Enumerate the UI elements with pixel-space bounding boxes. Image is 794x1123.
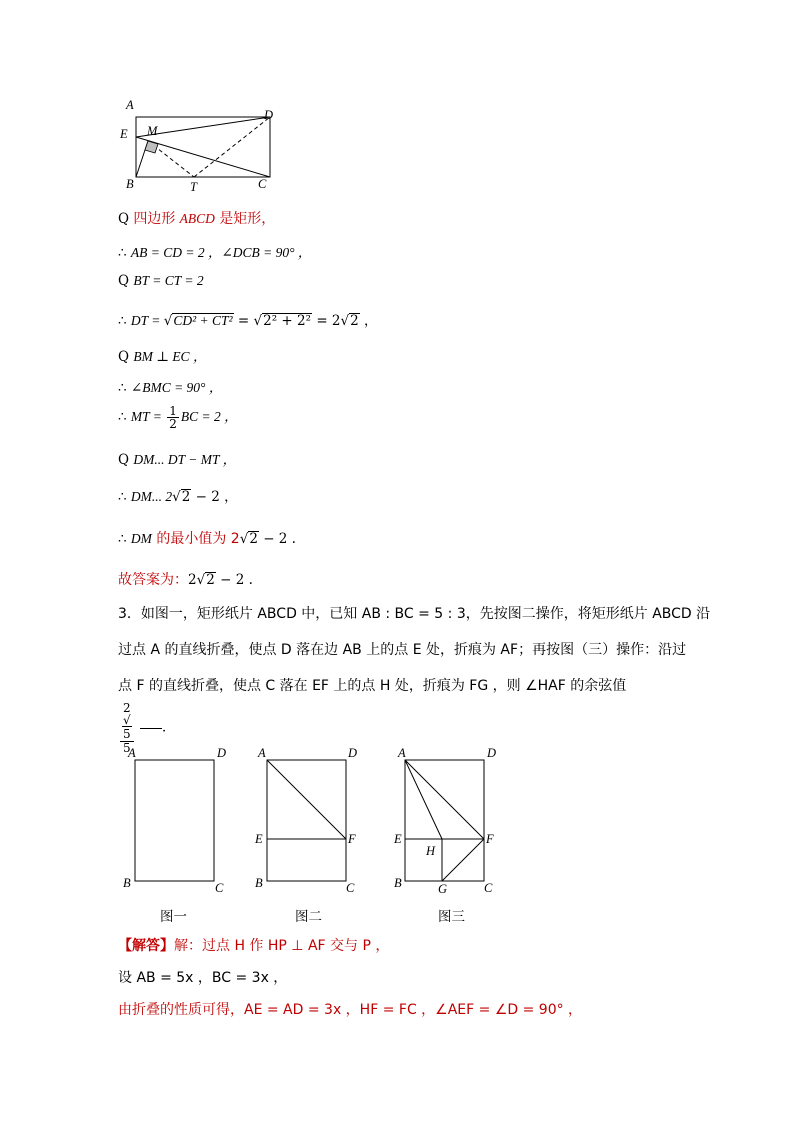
fig-c-label-e: E	[394, 832, 402, 846]
fig-b-label-b: B	[255, 876, 263, 890]
solution-line-10: ∴ DM 的最小值为 2√2 − 2 .	[118, 531, 296, 547]
problem3-line-3: 点 F 的直线折叠，使点 C 落在 EF 上的点 H 处，折痕为 FG ，则 ∠HAF 的余弦值	[118, 678, 627, 694]
rect-abcd-fig1	[135, 760, 214, 881]
solution-line-1: Q 四边形 ABCD 是矩形，	[118, 211, 276, 227]
solution-line-9: ∴ DM... 2√2 − 2 ，	[118, 489, 238, 505]
crease-af	[405, 760, 484, 839]
crease-fg	[442, 839, 484, 881]
solution-line-8: Q DM... DT − MT ，	[118, 452, 237, 468]
caption-fig3: 图三	[438, 909, 465, 925]
figure-fold-3	[390, 745, 510, 895]
rect-abcd-fig3	[405, 760, 484, 881]
solution-line-4: ∴ DT = √CD² + CT² = √2² + 2² = 2√2 ，	[118, 313, 378, 329]
crease-af	[267, 760, 346, 839]
caption-fig1: 图一	[160, 909, 187, 925]
label-m: M	[147, 124, 158, 138]
solution-line-7: ∴ MT = $\frac{1}{2}$ BC = 2 ，	[118, 404, 238, 431]
label-a: A	[126, 98, 134, 112]
fig-b-label-f: F	[348, 832, 356, 846]
label-c: C	[258, 177, 267, 191]
problem3-line-2: 过点 A 的直线折叠，使点 D 落在边 AB 上的点 E 处，折痕为 AF；再按图（三）操作：沿过	[118, 642, 687, 658]
fig-b-label-d: D	[348, 746, 358, 760]
label-t: T	[190, 180, 197, 194]
label-d: D	[264, 108, 274, 122]
caption-fig2: 图二	[295, 909, 322, 925]
fig-c-label-b: B	[394, 876, 402, 890]
segment-ah	[405, 760, 442, 839]
solution-line-5: Q BM ⊥ EC ，	[118, 349, 207, 365]
fig-c-label-d: D	[487, 746, 497, 760]
fig-c-label-a: A	[398, 746, 406, 760]
fraction-one-half: $\frac{1}{2}$	[169, 404, 177, 431]
segment-ec	[136, 137, 270, 177]
fig-b-label-c: C	[346, 881, 355, 895]
fig-a-label-b: B	[123, 876, 131, 890]
solution-line-2: ∴ AB = CD = 2 ，∠DCB = 90° ，	[118, 245, 312, 261]
label-e: E	[120, 127, 128, 141]
figure-fold-2	[252, 745, 372, 895]
solution3-line-3: 由折叠的性质可得，AE = AD = 3x ，HF = FC ，∠AEF = ∠D = 90° ，	[118, 1002, 583, 1018]
fig-c-label-f: F	[486, 832, 494, 846]
fig-c-label-g: G	[438, 882, 448, 896]
problem3-line-1: 3．如图一，矩形纸片 ABCD 中，已知 AB : BC = 5 : 3，先按图二操作，将矩形纸片 ABCD 沿	[118, 606, 711, 622]
answer-blank	[140, 728, 162, 729]
fig-a-label-d: D	[217, 746, 227, 760]
rect-abcd-fig2	[267, 760, 346, 881]
fig-c-label-h: H	[426, 844, 436, 858]
solution-line-3: Q BT = CT = 2	[118, 273, 204, 289]
solution-line-6: ∴ ∠BMC = 90° ，	[118, 380, 223, 396]
solution3-line-1: 【解答】解：过点 H 作 HP ⊥ AF 交与 P ，	[118, 938, 390, 954]
fig-b-label-e: E	[255, 832, 263, 846]
fig-a-label-c: C	[215, 881, 224, 895]
solution3-line-2: 设 AB = 5x ，BC = 3x ，	[118, 970, 288, 986]
answer-line: 故答案为：2√2 − 2 .	[118, 572, 253, 588]
label-b: B	[126, 177, 134, 191]
answer-fraction: 2 √ 5 5	[120, 702, 134, 754]
segment-td-dashed	[194, 117, 270, 177]
problem3-answer: 2 √ 5 5 ．	[118, 702, 175, 754]
fig-a-label-a: A	[128, 746, 136, 760]
fig-c-label-c: C	[484, 881, 493, 895]
fig-b-label-a: A	[258, 746, 266, 760]
figure-fold-1	[120, 745, 240, 895]
